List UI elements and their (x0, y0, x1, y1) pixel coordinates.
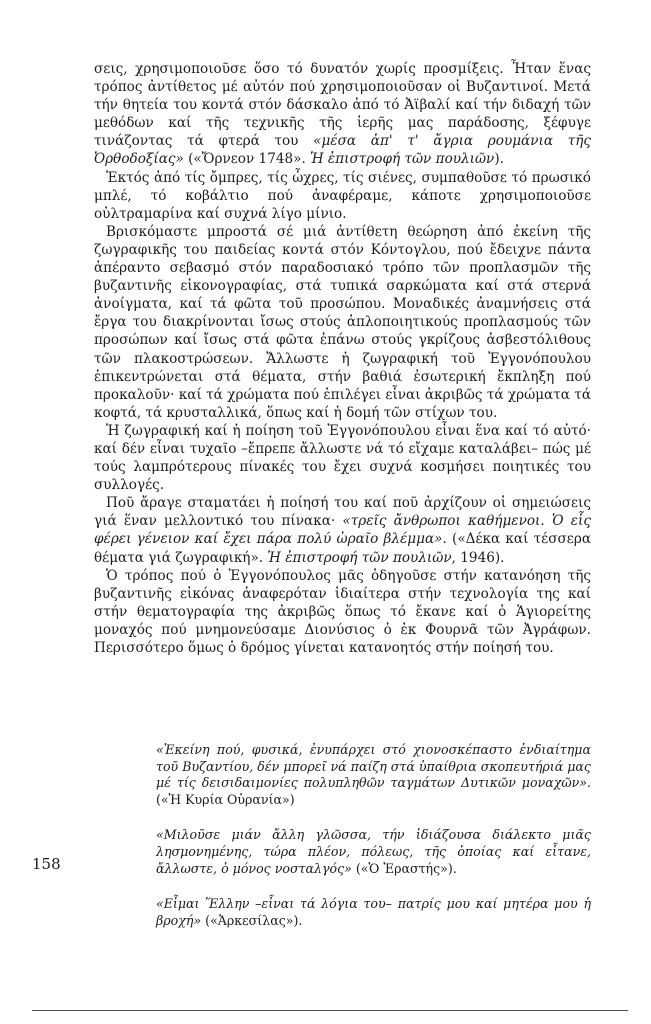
block-quotes (156, 742, 591, 948)
citation-text: («Ὄρνεον 1748». (183, 151, 311, 168)
paragraph (94, 60, 591, 169)
citation-text: . («Δέκα καί τέσσερα θέματα γιά ζωγραφική». (94, 531, 591, 566)
quote-source: («Ὁ Ἐραστής»). (351, 860, 457, 876)
italic-quote: «μέσα ἀπ' τ' ἄγρια ρουμάνια τῆς Ὀρθοδοξίας» (94, 133, 591, 168)
paragraph (94, 422, 591, 494)
block-quote (156, 896, 591, 929)
paragraph (94, 567, 591, 657)
quote-text: «Ἐκείνη πού, φυσικά, ἐνυπάρχει στό χιονοσκέπαστο ἐνδιαίτημα τοῦ Βυζαντίου, δέν μπορεῖ νά παίζη στά ὑπαίθρια σκοπευτήριά μας μέ τίς δεισιδαιμονίες πολυπληθῶν ταγμάτων Δυτικῶν μοναχῶν». (156, 742, 591, 791)
citation-end: ). (494, 151, 504, 168)
bottom-rule (32, 1010, 628, 1011)
paragraph-text: Βρισκόμαστε μπροστά σέ μιά ἀντίθετη θεώρηση ἀπό ἐκείνη τῆς ζωγραφικῆς του παιδείας κοντά στόν Κόντογλου, πού ἔδειχνε πάντα ἀπέραντο σεβασμό στόν παραδοσιακό τρόπο τῶν προπλασμῶν τῆς βυζαντινῆς εἰκονογραφίας, στά τυπικά σαρκώματα καί στά στερνά ἀνοίγματα, καί τά φῶτα τοῦ προσώπου. Μοναδικές ἀναμνήσεις στά ἔργα του διακρίνονται ἴσως στούς ἁπλοποιητικούς προπλασμούς τῶν προσώπων καί ἴσως στά φῶτα ἐπάνω στούς γκρίζους ἀσβεστόλιθους τῶν πλακοστρώσεων. Ἄλλωστε ἡ ζωγραφική τοῦ Ἐγγονόπουλου ἐπικεντρώνεται στά θέματα, στήν βαθιά ἐσωτερική ἔκπληξη πού προκαλοῦν· καί τά χρώματα πού ἐπιλέγει εἶναι ἀκριβῶς τά χρώματα τά κοφτά, τά κρυσταλλικά, ὅπως καί ἡ δομή τῶν στίχων του. (94, 223, 591, 421)
quote-source: («Ἡ Κυρία Οὐρανία») (156, 791, 295, 807)
quote-source: («Ἀρκεσίλας»). (201, 912, 303, 928)
paragraph-text: Ποῦ ἄραγε σταματάει ἡ ποίησή του καί ποῦ ἀρχίζουν οἱ σημειώσεις γιά ἕναν μελλοντικό του πίνακα· (94, 495, 591, 530)
paragraph-text: σεις, χρησιμοποιοῦσε ὅσο τό δυνατόν χωρίς προσμίξεις. Ἦταν ἕνας τρόπος ἀντίθετος μέ αὐτόν πού χρησιμοποιοῦσαν οἱ Βυζαντινοί. Μετά τήν θητεία του κοντά στόν δάσκαλο ἀπό τό Ἀϊβαλί καί τήν διδαχή τῶν μεθόδων καί τῆς τεχνικῆς τῆς ἱερῆς μας παράδοσης, ξέφυγε τινάζοντας τά φτερά του (94, 61, 591, 150)
citation-end: , 1946). (451, 549, 505, 566)
paragraph-text: Ἐκτός ἀπό τίς ὄμπρες, τίς ὦχρες, τίς σιένες, συμπαθοῦσε τό πρωσικό μπλέ, τό κοβάλτιο πού ἀναφέραμε, κάποτε χρησιμοποιοῦσε οὐλτραμαρίνα καί συχνά λίγο μίνιο. (94, 169, 591, 222)
paragraph (94, 169, 591, 223)
italic-quote: «τρεῖς ἄνθρωποι καθήμενοι. Ὁ εἷς φέρει γένειον καί ἔχει πάρα πολύ ὡραῖο βλέμμα» (94, 513, 591, 548)
main-text (94, 60, 591, 657)
book-title: Ἡ ἐπιστροφή τῶν πουλιῶν (310, 151, 495, 168)
quote-text: «Εἶμαι Ἕλλην –εἶναι τά λόγια του– πατρίς μου καί μητέρα μου ἡ βροχή» (156, 896, 591, 928)
paragraph (94, 494, 591, 566)
quote-text: «Μιλοῦσε μιάν ἄλλη γλῶσσα, τήν ἰδιάζουσα διάλεκτο μιᾶς λησμονημένης, τώρα πλέον, πόλεως, τῆς ὁποίας καί εἶτανε, ἄλλωστε, ὁ μόνος νοσταλγός» (156, 827, 591, 876)
page-number: 158 (32, 855, 61, 873)
paragraph (94, 223, 591, 422)
paragraph-text: Ὁ τρόπος πού ὁ Ἐγγονόπουλος μᾶς ὁδηγοῦσε στήν κατανόηση τῆς βυζαντινῆς εἰκόνας ἀναφερόταν ἰδιαίτερα στήν τεχνολογία της καί στήν θεματογραφία της ἀκριβῶς ὅπως τό ἔκανε καί ὁ Ἁγιορείτης μοναχός πού μνημονεύσαμε Διονύσιος ὁ ἐκ Φουρνᾶ τῶν Ἀγράφων. Περισσότερο ὅμως ὁ δρόμος γίνεται κατανοητός στήν ποίησή του. (94, 567, 591, 656)
block-quote (156, 827, 591, 877)
book-title: Ἡ ἐπιστροφή τῶν πουλιῶν (267, 549, 452, 566)
block-quote (156, 742, 591, 808)
paragraph-text: Ἡ ζωγραφική καί ἡ ποίηση τοῦ Ἐγγονόπουλου εἶναι ἕνα καί τό αὐτό· καί δέν εἶναι τυχαῖο –ἔπρεπε ἄλλωστε νά τό εἴχαμε καταλάβει– πώς μέ τούς λαμπρότερους πίνακές του ἔχει συχνά κοσμήσει ποιητικές του συλλογές. (94, 422, 591, 494)
